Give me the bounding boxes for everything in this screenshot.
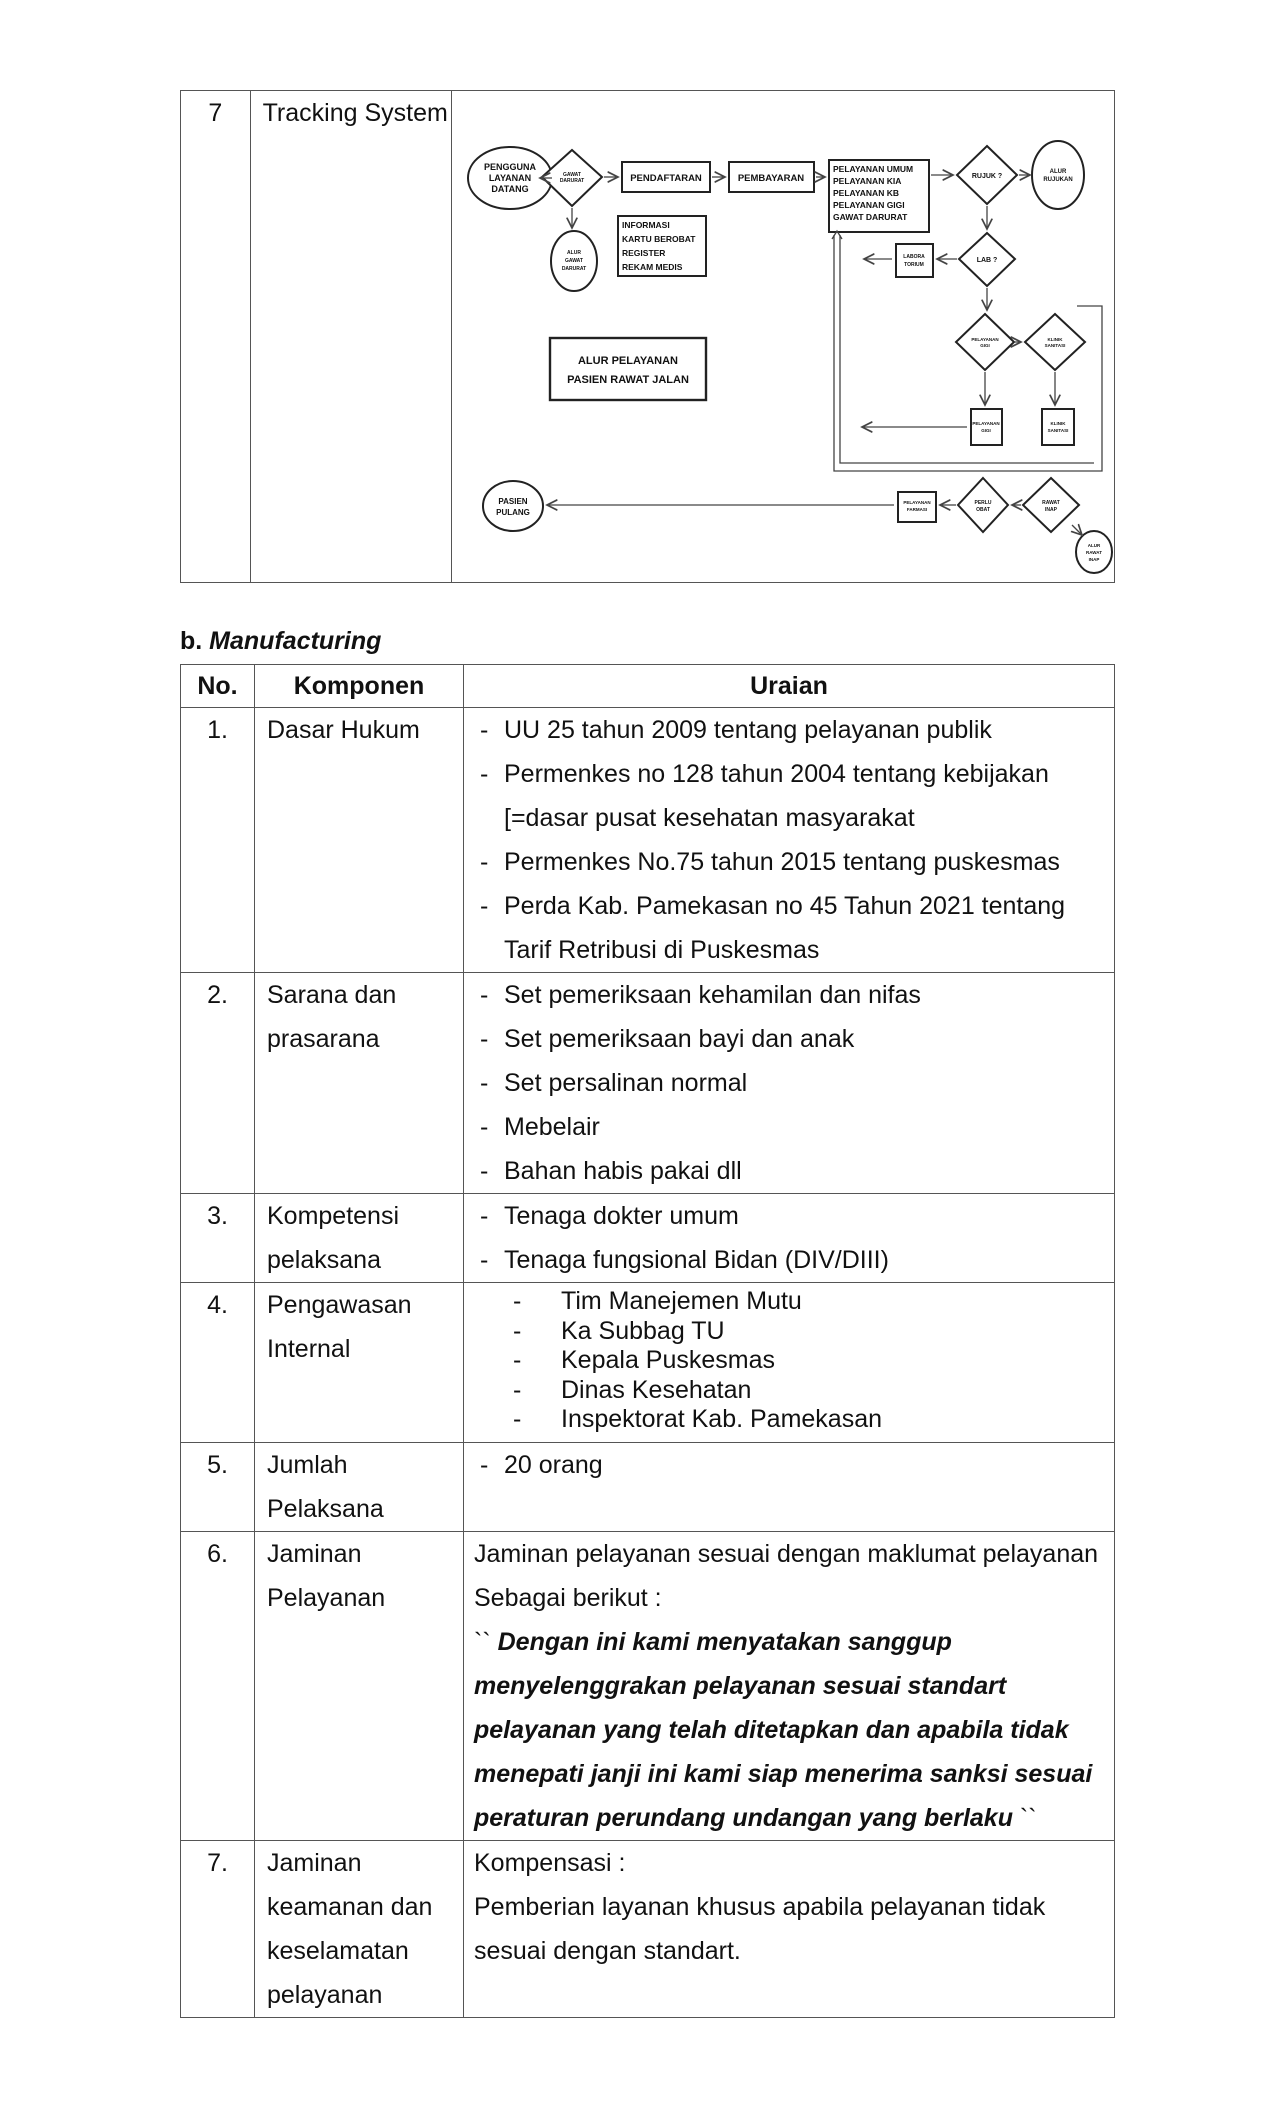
pelayanan-gigi-box bbox=[971, 409, 1002, 445]
row-component: Jaminan Pelayanan bbox=[255, 1532, 464, 1841]
svg-text:KLINIK: KLINIK bbox=[1050, 421, 1066, 426]
svg-text:RUJUKAN: RUJUKAN bbox=[1043, 177, 1073, 183]
svg-text:GIGI: GIGI bbox=[981, 428, 991, 433]
klinik-sanitasi-box bbox=[1042, 409, 1074, 445]
row-number: 5. bbox=[181, 1443, 255, 1532]
table-row bbox=[181, 1532, 1115, 1841]
guarantee-statement: Dengan ini kami menyatakan sanggup menyelenggrakan pelayanan sesuai standart pelayanan yang telah ditetapkan dan apabila tidak menepati janji ini kami siap menerima sanksi sesuai peraturan perundang undangan yang berlaku bbox=[474, 1628, 1093, 1832]
row-number: 1. bbox=[181, 708, 255, 973]
header-no: No. bbox=[181, 665, 255, 708]
list-item: - 20 orang bbox=[480, 1451, 603, 1479]
compensation-text: Pemberian layanan khusus apabila pelayanan tidak sesuai dengan standart. bbox=[474, 1893, 1046, 1965]
svg-text:KLINIK: KLINIK bbox=[1047, 337, 1063, 342]
list-item: - Tenaga fungsional Bidan (DIV/DIII) bbox=[480, 1246, 889, 1274]
svg-text:ALUR: ALUR bbox=[567, 250, 581, 256]
row-number: 3. bbox=[181, 1194, 255, 1283]
row-description bbox=[464, 1283, 1115, 1443]
alur-rujukan-ellipse bbox=[1032, 141, 1084, 209]
svg-text:TORIUM: TORIUM bbox=[904, 262, 924, 268]
manufacturing-table bbox=[180, 664, 1115, 2018]
svg-text:FARMASI: FARMASI bbox=[906, 507, 928, 512]
list-item: - Ka Subbag TU bbox=[513, 1316, 725, 1345]
svg-text:RUJUK ?: RUJUK ? bbox=[971, 173, 1003, 180]
list-item: - Set pemeriksaan kehamilan dan nifas bbox=[480, 981, 921, 1009]
svg-text:REKAM MEDIS: REKAM MEDIS bbox=[622, 262, 683, 272]
svg-text:PELAYANAN: PELAYANAN bbox=[971, 337, 999, 342]
row-description bbox=[464, 1841, 1115, 2018]
row-component: Jaminan keamanan dan keselamatan pelayanan bbox=[255, 1841, 464, 2018]
svg-text:GAWAT: GAWAT bbox=[565, 258, 583, 264]
table-row bbox=[181, 973, 1115, 1194]
title-box bbox=[550, 338, 706, 400]
row-component: Tracking System bbox=[250, 91, 451, 583]
svg-text:PELAYANAN KB: PELAYANAN KB bbox=[833, 188, 899, 198]
svg-text:PERLU: PERLU bbox=[974, 500, 992, 506]
klinik-sanitasi-diamond bbox=[1025, 314, 1085, 370]
svg-text:PELAYANAN UMUM: PELAYANAN UMUM bbox=[833, 164, 914, 174]
row-number: 4. bbox=[181, 1283, 255, 1443]
list-item: - UU 25 tahun 2009 tentang pelayanan publik bbox=[480, 716, 992, 744]
svg-text:LAYANAN: LAYANAN bbox=[488, 173, 532, 183]
svg-text:INAP: INAP bbox=[1088, 557, 1100, 562]
row-description bbox=[464, 708, 1115, 973]
list-item: - Permenkes No.75 tahun 2015 tentang puskesmas bbox=[480, 848, 1060, 876]
row-description bbox=[464, 1532, 1115, 1841]
svg-text:PASIEN: PASIEN bbox=[498, 497, 528, 506]
svg-text:SANITASI: SANITASI bbox=[1044, 343, 1066, 348]
section-heading bbox=[180, 624, 381, 658]
svg-text:DATANG: DATANG bbox=[491, 184, 529, 194]
svg-text:PENDAFTARAN: PENDAFTARAN bbox=[630, 173, 702, 184]
svg-text:INAP: INAP bbox=[1045, 507, 1057, 513]
compensation-label: Kompensasi : bbox=[474, 1849, 626, 1877]
row-description bbox=[464, 1443, 1115, 1532]
row-component: Kompetensi pelaksana bbox=[255, 1194, 464, 1283]
table-row bbox=[181, 1841, 1115, 2018]
list-item: - Set persalinan normal bbox=[480, 1069, 748, 1097]
tracking-table bbox=[180, 90, 1115, 583]
list-item: - Dinas Kesehatan bbox=[513, 1375, 752, 1404]
flowchart-cell bbox=[452, 91, 1115, 583]
svg-text:SANITASI: SANITASI bbox=[1047, 428, 1069, 433]
row-component: Jumlah Pelaksana bbox=[255, 1443, 464, 1532]
row-description bbox=[464, 1194, 1115, 1283]
svg-text:ALUR: ALUR bbox=[1049, 169, 1067, 175]
section-label: b. bbox=[180, 627, 203, 655]
section-title: Manufacturing bbox=[209, 627, 382, 655]
row-component: Dasar Hukum bbox=[255, 708, 464, 973]
table-row bbox=[181, 1443, 1115, 1532]
svg-text:GIGI: GIGI bbox=[980, 343, 990, 348]
row-description bbox=[464, 973, 1115, 1194]
svg-text:ALUR PELAYANAN: ALUR PELAYANAN bbox=[577, 355, 679, 367]
svg-text:PEMBAYARAN: PEMBAYARAN bbox=[737, 173, 805, 184]
svg-text:RAWAT: RAWAT bbox=[1086, 550, 1102, 555]
svg-text:PELAYANAN KIA: PELAYANAN KIA bbox=[833, 176, 902, 186]
guarantee-intro: Jaminan pelayanan sesuai dengan maklumat pelayanan Sebagai berikut : bbox=[474, 1540, 1099, 1612]
svg-text:INFORMASI: INFORMASI bbox=[622, 220, 670, 230]
svg-text:PULANG: PULANG bbox=[496, 508, 530, 517]
svg-text:DARURAT: DARURAT bbox=[561, 266, 587, 272]
list-item: - Mebelair bbox=[480, 1113, 600, 1141]
list-item: - Inspektorat Kab. Pamekasan bbox=[513, 1405, 883, 1433]
list-item: - Set pemeriksaan bayi dan anak bbox=[480, 1025, 855, 1053]
table-header-row bbox=[181, 665, 1115, 708]
svg-text:RAWAT: RAWAT bbox=[1042, 500, 1060, 506]
row-number: 7. bbox=[181, 1841, 255, 2018]
svg-text:PELAYANAN: PELAYANAN bbox=[903, 500, 931, 505]
table-row bbox=[181, 1194, 1115, 1283]
list-item: - Permenkes no 128 tahun 2004 tentang kebijakan [=dasar pusat kesehatan masyarakat bbox=[480, 760, 1049, 832]
row-number: 2. bbox=[181, 973, 255, 1194]
table-row bbox=[181, 1283, 1115, 1443]
svg-text:LABORA: LABORA bbox=[903, 254, 925, 260]
quote-close: `` bbox=[1019, 1804, 1037, 1832]
alur-pelayanan-flowchart bbox=[452, 91, 1114, 577]
header-komponen: Komponen bbox=[255, 665, 464, 708]
laboratorium-box bbox=[896, 244, 933, 277]
svg-text:PELAYANAN: PELAYANAN bbox=[972, 421, 1000, 426]
row-component: Sarana dan prasarana bbox=[255, 973, 464, 1194]
pelayanan-gigi-diamond bbox=[956, 314, 1014, 370]
svg-text:PELAYANAN GIGI: PELAYANAN GIGI bbox=[833, 200, 905, 210]
list-item: - Perda Kab. Pamekasan no 45 Tahun 2021 tentang Tarif Retribusi di Puskesmas bbox=[480, 892, 1066, 964]
list-item: - Tim Manejemen Mutu bbox=[513, 1287, 802, 1315]
svg-text:REGISTER: REGISTER bbox=[622, 248, 666, 258]
list-item: - Tenaga dokter umum bbox=[480, 1202, 739, 1230]
pasien-pulang-ellipse bbox=[483, 481, 543, 531]
row-component: Pengawasan Internal bbox=[255, 1283, 464, 1443]
svg-text:ALUR: ALUR bbox=[1087, 543, 1101, 548]
svg-text:LAB ?: LAB ? bbox=[976, 257, 998, 264]
row-number: 7 bbox=[181, 91, 251, 583]
svg-text:GAWAT: GAWAT bbox=[563, 172, 581, 178]
svg-text:GAWAT DARURAT: GAWAT DARURAT bbox=[833, 212, 908, 222]
table-row bbox=[181, 708, 1115, 973]
row-number: 6. bbox=[181, 1532, 255, 1841]
svg-text:PASIEN RAWAT JALAN: PASIEN RAWAT JALAN bbox=[567, 374, 689, 386]
svg-text:PENGGUNA: PENGGUNA bbox=[483, 162, 537, 172]
list-item: - Kepala Puskesmas bbox=[513, 1346, 776, 1374]
svg-text:OBAT: OBAT bbox=[976, 507, 990, 513]
list-item: - Bahan habis pakai dll bbox=[480, 1157, 742, 1185]
svg-text:DARURAT: DARURAT bbox=[559, 178, 585, 184]
svg-text:KARTU BEROBAT: KARTU BEROBAT bbox=[622, 234, 696, 244]
table-row bbox=[181, 91, 1115, 583]
quote-open: `` bbox=[474, 1628, 491, 1656]
header-uraian: Uraian bbox=[464, 665, 1115, 708]
